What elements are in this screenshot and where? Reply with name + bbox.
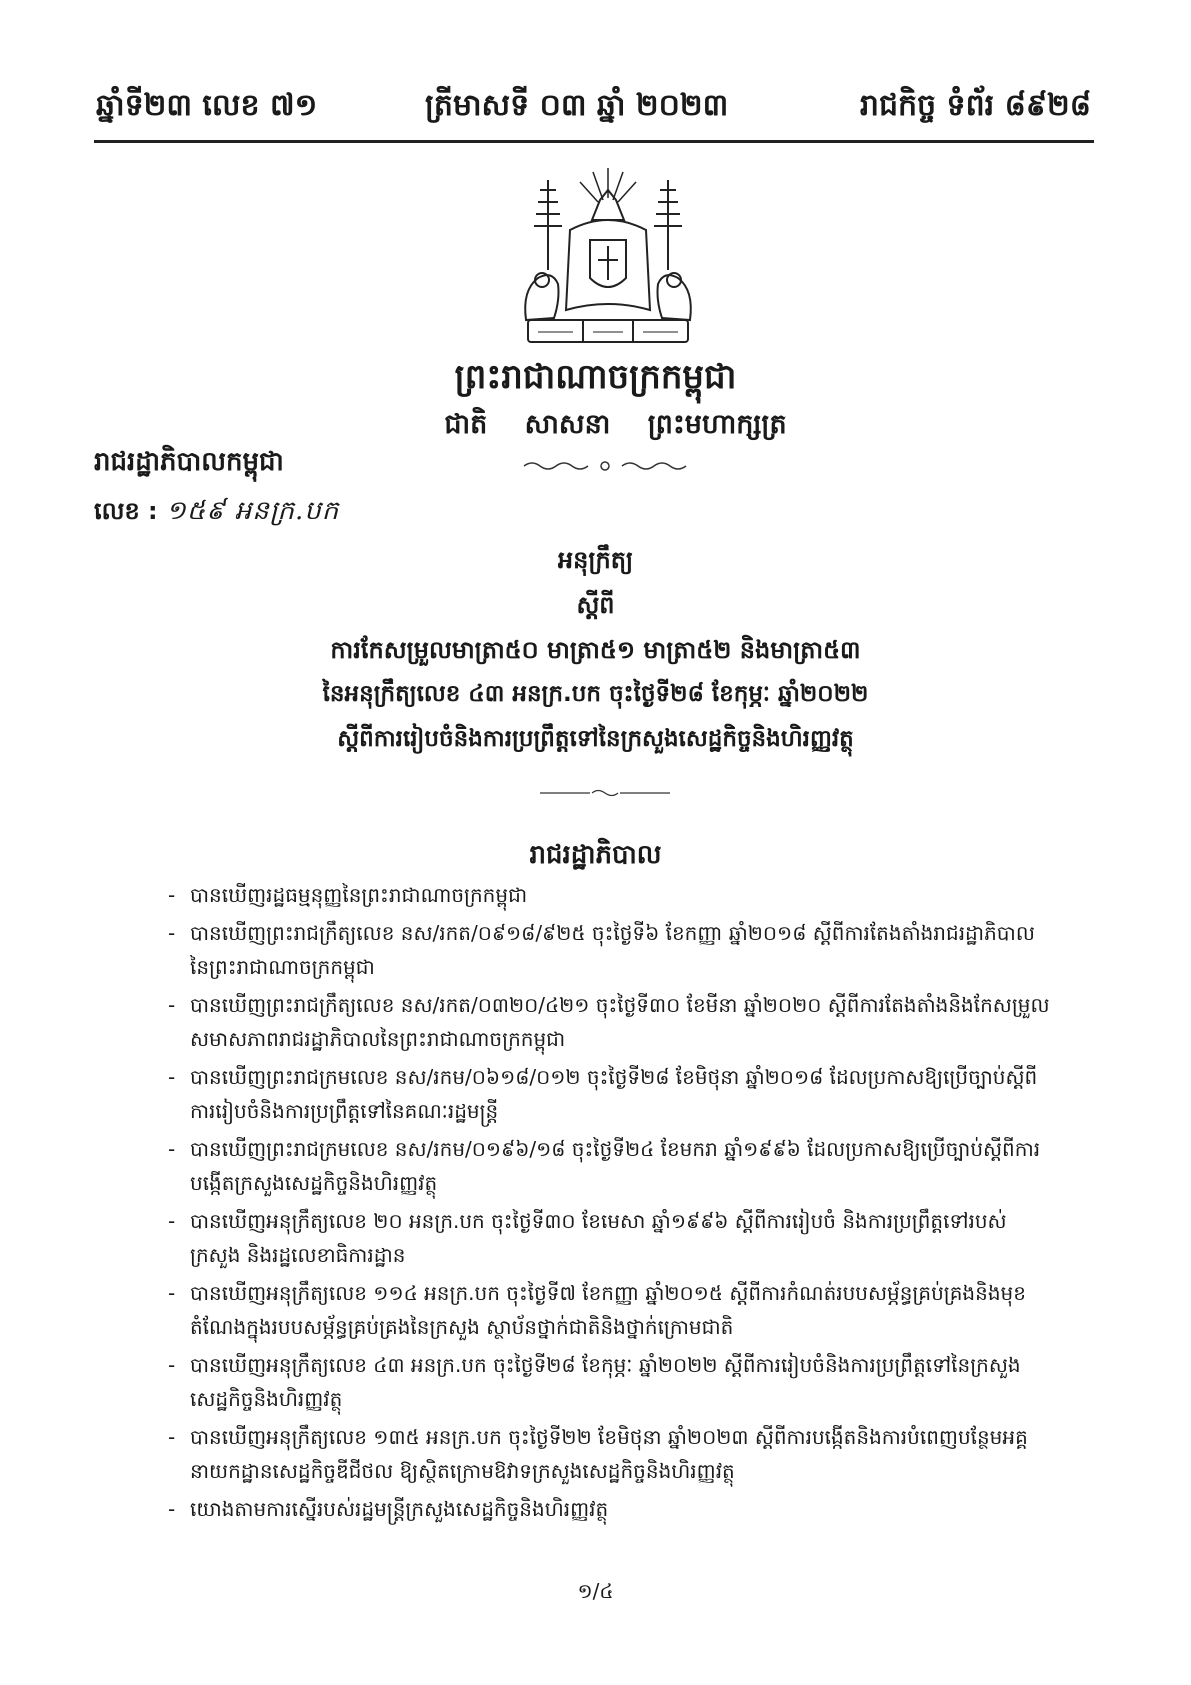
header-divider — [94, 140, 1094, 143]
list-item: - បានឃើញរដ្ឋធម្មនុញ្ញនៃព្រះរាជាណាចក្រកម្ពុជា — [168, 883, 528, 907]
list-item: - បានឃើញព្រះរាជក្រឹត្យលេខ នស/រកត/០៣២០/៤២១ ចុះថ្ងៃទី៣០ ខែមីនា ឆ្នាំ២០២០ ស្ដីពីការតែងតាំងនិងកែសម្រួលសមាសភាពរាជរដ្ឋាភិបាលនៃព្រះរាជាណាចក្រកម្ពុជា — [168, 993, 1050, 1051]
document-title-line-2: នៃអនុក្រឹត្យលេខ ៤៣ អនក្រ.បក ចុះថ្ងៃទី២៨ ខែកុម្ភៈ ឆ្នាំ២០២២ — [322, 681, 869, 707]
motto-nation: ជាតិ — [444, 409, 488, 440]
decree-number — [94, 494, 339, 532]
header-year-issue: ឆ្នាំទី២៣ លេខ ៧១ — [96, 88, 318, 123]
section-divider-icon — [520, 785, 690, 801]
list-item: - បានឃើញព្រះរាជក្រមលេខ នស/រកម/០១៩៦/១៨ ចុះថ្ងៃទី២៤ ខែមករា ឆ្នាំ១៩៩៦ ដែលប្រកាសឱ្យប្រើច្បាប់ស្ដីពីការបង្កើតក្រសួងសេដ្ឋកិច្ចនិងហិរញ្ញវត្ថុ — [168, 1137, 1041, 1195]
document-type: អនុក្រឹត្យ — [557, 546, 634, 574]
header-gazette-page: រាជកិច្ច ទំព័រ ៨៩២៨ — [859, 88, 1091, 123]
royal-coat-of-arms-icon — [508, 160, 708, 350]
list-item: - បានឃើញព្រះរាជក្រមលេខ នស/រកម/០៦១៨/០១២ ចុះថ្ងៃទី២៨ ខែមិថុនា ឆ្នាំ២០១៨ ដែលប្រកាសឱ្យប្រើច្បាប់ស្ដីពីការរៀបចំនិងការប្រព្រឹត្តទៅនៃគណៈរដ្ឋមន្ត្រី — [168, 1065, 1038, 1123]
list-item: - បានឃើញអនុក្រឹត្យលេខ ២០ អនក្រ.បក ចុះថ្ងៃទី៣០ ខែមេសា ឆ្នាំ១៩៩៦ ស្ដីពីការរៀបចំ និងការប្រព្រឹត្តទៅរបស់ក្រសួង និងរដ្ឋលេខាធិការដ្ឋាន — [168, 1209, 1007, 1267]
document-title-line-1: ការកែសម្រួលមាត្រា៥០ មាត្រា៥១ មាត្រា៥២ និងមាត្រា៥៣ — [330, 636, 861, 664]
decree-number-value: ១៥៩ អនក្រ.បក — [166, 496, 340, 526]
decree-number-label: លេខ : — [94, 497, 158, 525]
header-quarter: ត្រីមាសទី ០៣ ឆ្នាំ ២០២៣ — [425, 88, 729, 123]
kingdom-title: ព្រះរាជាណាចក្រកម្ពុជា — [454, 357, 737, 397]
motto-king: ព្រះមហាក្សត្រ — [647, 409, 787, 440]
list-item: - យោងតាមការស្នើរបស់រដ្ឋមន្ត្រីក្រសួងសេដ្ឋកិច្ចនិងហិរញ្ញវត្ថុ — [168, 1497, 609, 1521]
government-name: រាជរដ្ឋាភិបាលកម្ពុជា — [94, 447, 284, 477]
preamble-list — [168, 878, 1053, 1530]
issuing-authority: រាជរដ្ឋាភិបាល — [529, 840, 662, 870]
document-title-line-3: ស្ដីពីការរៀបចំនិងការប្រព្រឹត្តទៅនៃក្រសួងសេដ្ឋកិច្ចនិងហិរញ្ញវត្ថុ — [337, 726, 854, 752]
list-item: - បានឃើញអនុក្រឹត្យលេខ ១១៤ អនក្រ.បក ចុះថ្ងៃទី៧ ខែកញ្ញា ឆ្នាំ២០១៥ ស្ដីពីការកំណត់របបសម្ភ័ន្ធគ្រប់គ្រងនិងមុខតំណែងក្នុងរបបសម្ភ័ន្ធគ្រប់គ្រងនៃក្រសួង ស្ថាប័នថ្នាក់ជាតិនិងថ្នាក់ក្រោមជាតិ — [168, 1281, 1026, 1339]
national-motto — [20, 408, 1191, 447]
decorative-ornament-icon — [520, 458, 690, 474]
motto-religion: សាសនា — [524, 409, 611, 440]
list-item: - បានឃើញអនុក្រឹត្យលេខ ១៣៥ អនក្រ.បក ចុះថ្ងៃទី២២ ខែមិថុនា ឆ្នាំ២០២៣ ស្ដីពីការបង្កើតនិងការបំពេញបន្ថែមអគ្គនាយកដ្ឋានសេដ្ឋកិច្ចឌីជីថល ឱ្យស្ថិតក្រោមឱវាទក្រសួងសេដ្ឋកិច្ចនិងហិរញ្ញវត្ថុ — [168, 1425, 1028, 1483]
list-item: - បានឃើញអនុក្រឹត្យលេខ ៤៣ អនក្រ.បក ចុះថ្ងៃទី២៨ ខែកុម្ភៈ ឆ្នាំ២០២២ ស្ដីពីការរៀបចំនិងការប្រព្រឹត្តទៅនៃក្រសួងសេដ្ឋកិច្ចនិងហិរញ្ញវត្ថុ — [168, 1353, 1021, 1411]
page-number: ១/៤ — [577, 1579, 614, 1603]
document-about: ស្ដីពី — [576, 591, 615, 619]
list-item: - បានឃើញព្រះរាជក្រឹត្យលេខ នស/រកត/០៩១៨/៩២៥ ចុះថ្ងៃទី៦ ខែកញ្ញា ឆ្នាំ២០១៨ ស្ដីពីការតែងតាំងរាជរដ្ឋាភិបាលនៃព្រះរាជាណាចក្រកម្ពុជា — [168, 921, 1035, 979]
